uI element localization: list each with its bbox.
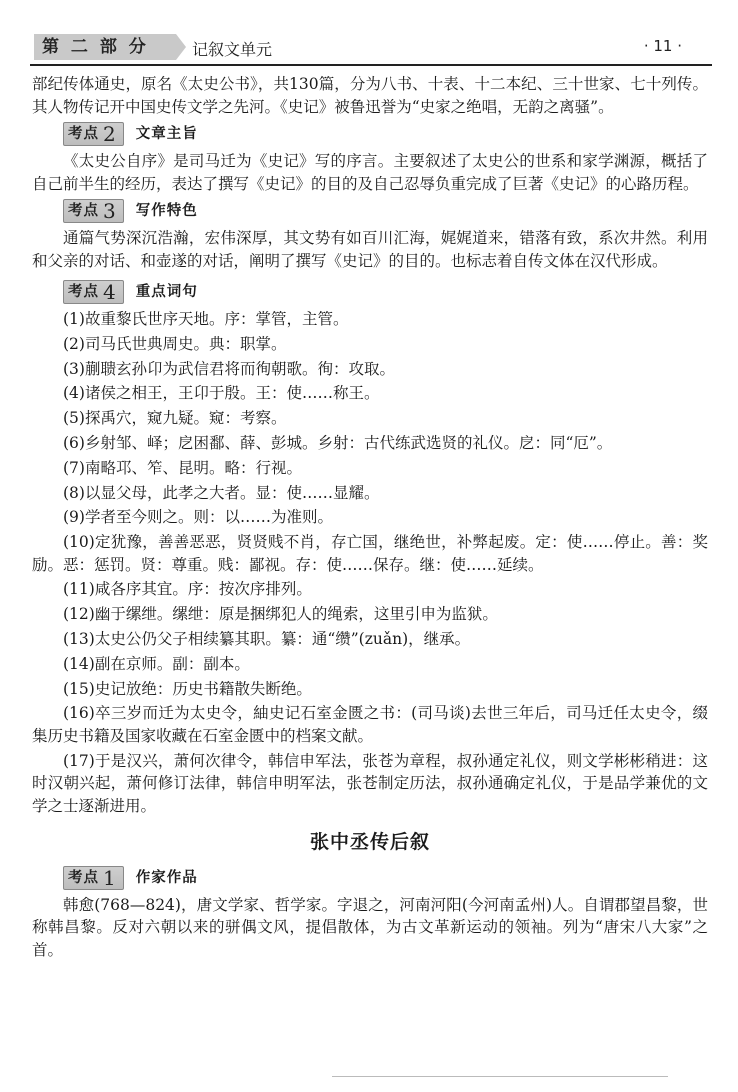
list-item: (1)故重黎氏世序天地。序：掌管，主管。 [63, 310, 349, 328]
kaodian-2-heading [63, 120, 708, 148]
kaodian-1-heading [63, 864, 708, 892]
kaodian-badge [63, 280, 124, 304]
kaodian-4-heading [63, 278, 708, 306]
kaodian-number: 3 [103, 198, 117, 223]
list-item: (10)定犹豫，善善恶恶，贤贤贱不肖，存亡国，继绝世，补弊起废。定：使……停止。善：奖励。恶：惩罚。贤：尊重。贱：鄙视。存：使……保存。继：使……延续。 [32, 533, 708, 574]
list-item: (5)探禹穴，窥九疑。窥：考察。 [63, 409, 287, 428]
list-item: (6)乡射邹、峄；戹困鄱、薛、彭城。乡射：古代练武选贤的礼仪。戹：同“厄”。 [63, 433, 613, 452]
list-item: (17)于是汉兴，萧何次律令，韩信申军法，张苍为章程，叔孙通定礼仪，则文学彬彬稍进：这时汉朝兴起，萧何修订法律，韩信申明军法，张苍制定历法，叔孙通确定礼仪，于是品学兼优的文学之士逐渐进用。 [32, 751, 708, 815]
kaodian-badge [63, 122, 124, 146]
key-sentences-list [32, 308, 708, 817]
author-paragraph: 韩愈(768—824)，唐文学家、哲学家。字退之，河南河阳(今河南孟州)人。自谓郡望昌黎，世称韩昌黎。反对六朝以来的骈偶文风，提倡散体，为古文革新运动的领袖。列为“唐宋八大家”之首。 [32, 895, 708, 959]
kaodian-label: 考点 [68, 125, 99, 142]
intro-paragraph: 部纪传体通史，原名《太史公书》，共130篇，分为八书、十表、十二本纪、三十世家、七十列传。其人物传记开中国史传文学之先河。《史记》被鲁迅誉为“史家之绝唱，无韵之离骚”。 [32, 75, 708, 116]
list-item: (16)卒三岁而迁为太史令，紬史记石室金匮之书：(司马谈)去世三年后，司马迁任太史令，缀集历史书籍及国家收藏在石室金匮中的档案文献。 [32, 704, 708, 745]
list-item: (11)咸各序其宜。序：按次序排列。 [63, 580, 312, 599]
kaodian-badge [63, 199, 124, 223]
list-item: (4)诸侯之相王，王卬于殷。王：使……称王。 [63, 384, 380, 403]
page-header [30, 30, 712, 66]
kaodian-title: 文章主旨 [135, 125, 198, 142]
kaodian-title: 重点词句 [135, 283, 198, 300]
list-item: (15)史记放绝：历史书籍散失断绝。 [63, 679, 312, 698]
section-title: 张中丞传后叙 [309, 831, 430, 854]
list-item: (9)学者至今则之。则：以……为准则。 [63, 508, 333, 527]
page-number: · 11 · [643, 37, 682, 55]
kaodian-label: 考点 [68, 283, 99, 300]
style-paragraph: 通篇气势深沉浩瀚，宏伟深厚，其文势有如百川汇海，娓娓道来，错落有致，系次井然。利用和父亲的对话、和壶遂的对话，阐明了撰写《史记》的目的。也标志着自传文体在汉代形成。 [32, 229, 708, 270]
kaodian-number: 2 [103, 121, 117, 146]
kaodian-number: 4 [103, 279, 117, 304]
list-item: (2)司马氏世典周史。典：职掌。 [63, 334, 287, 353]
list-item: (14)副在京师。副：副本。 [63, 654, 250, 673]
list-item: (13)太史公仍父子相续纂其职。纂：通“缵”(zuǎn)，继承。 [63, 630, 471, 649]
list-item: (3)蒯聩玄孙卬为武信君将而徇朝歌。徇：攻取。 [63, 359, 395, 378]
part-label: 第 二 部 分 [34, 34, 176, 60]
kaodian-number: 1 [103, 865, 117, 890]
list-item: (7)南略邛、笮、昆明。略：行视。 [63, 458, 302, 477]
kaodian-title: 写作特色 [135, 202, 198, 219]
kaodian-title: 作家作品 [135, 869, 198, 886]
kaodian-label: 考点 [68, 202, 99, 219]
kaodian-label: 考点 [68, 869, 99, 886]
list-item: (8)以显父母，此孝之大者。显：使……显耀。 [63, 483, 380, 502]
bottom-divider [332, 1076, 668, 1077]
theme-paragraph: 《太史公自序》是司马迁为《史记》写的序言。主要叙述了太史公的世系和家学渊源，概括了自己前半生的经历，表达了撰写《史记》的目的及自己忍辱负重完成了巨著《史记》的心路历程。 [32, 152, 708, 193]
list-item: (12)幽于缧绁。缧绁：原是捆绑犯人的绳索，这里引申为监狱。 [63, 605, 498, 624]
unit-title: 记叙文单元 [192, 40, 273, 59]
kaodian-3-heading [63, 197, 708, 225]
page-content [32, 73, 708, 961]
kaodian-badge [63, 866, 124, 890]
